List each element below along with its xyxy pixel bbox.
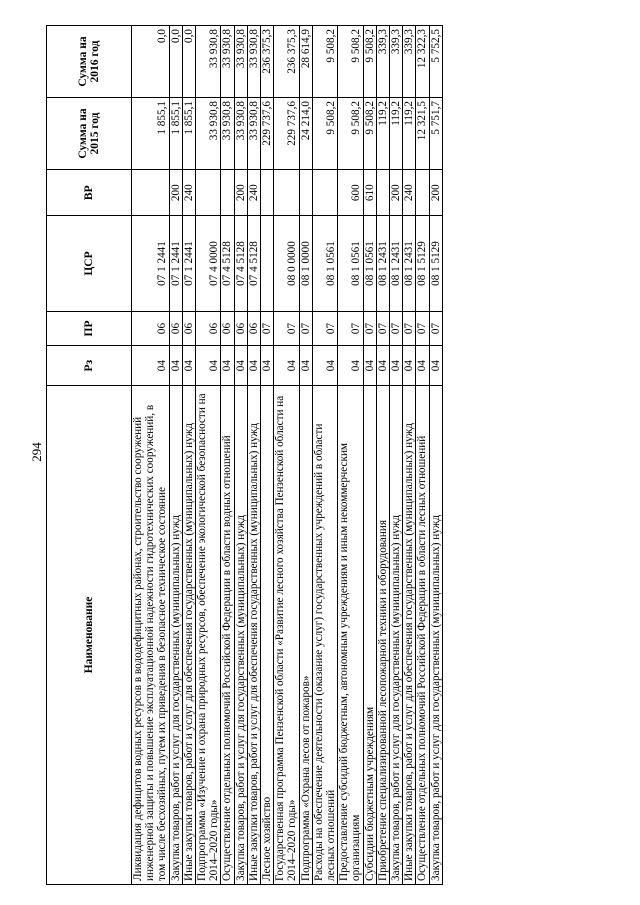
cell-name: Закупка товаров, работ и услуг для государственных (муниципальных) нужд bbox=[234, 385, 247, 884]
cell-name: Подпрограмма «Охрана лесов от пожаров» bbox=[299, 385, 312, 884]
table-row bbox=[261, 26, 274, 885]
cell-name: Приобретение специализированной лесопожарной техники и оборудования bbox=[376, 385, 389, 884]
cell-sum-2016: 339,3 bbox=[390, 26, 403, 98]
cell-csr: 07 4 0000 bbox=[196, 216, 221, 311]
cell-sum-2016: 5 752,5 bbox=[429, 26, 442, 98]
cell-vr: 200 bbox=[169, 170, 182, 216]
cell-sum-2016: 9 508,2 bbox=[312, 26, 337, 98]
cell-sum-2015: 24 214,0 bbox=[299, 98, 312, 170]
cell-rz: 04 bbox=[182, 346, 195, 385]
cell-rz: 04 bbox=[312, 346, 337, 385]
table-row bbox=[403, 26, 416, 885]
table-row bbox=[363, 26, 376, 885]
cell-name: Иные закупки товаров, работ и услуг для обеспечения государственных (муниципальных) нужд bbox=[247, 385, 260, 884]
cell-sum-2015: 9 508,2 bbox=[363, 98, 376, 170]
cell-sum-2015: 9 508,2 bbox=[312, 98, 337, 170]
cell-name: Лесное хозяйство bbox=[261, 385, 274, 884]
cell-vr: 200 bbox=[234, 170, 247, 216]
table-row bbox=[338, 26, 363, 885]
cell-vr bbox=[196, 170, 221, 216]
cell-rz: 04 bbox=[403, 346, 416, 385]
cell-csr: 08 1 0000 bbox=[299, 216, 312, 311]
table-row bbox=[390, 26, 403, 885]
cell-sum-2016: 28 614,9 bbox=[299, 26, 312, 98]
cell-pr: 07 bbox=[429, 311, 442, 346]
table-row bbox=[182, 26, 195, 885]
cell-sum-2016: 33 930,8 bbox=[196, 26, 221, 98]
table-row bbox=[221, 26, 234, 885]
cell-vr: 200 bbox=[429, 170, 442, 216]
cell-vr bbox=[274, 170, 299, 216]
cell-vr: 240 bbox=[403, 170, 416, 216]
cell-sum-2015: 12 321,5 bbox=[416, 98, 429, 170]
cell-sum-2016: 236 375,3 bbox=[274, 26, 299, 98]
cell-sum-2016: 0,0 bbox=[132, 26, 170, 98]
cell-name: Подпрограмма «Изучение и охрана природных ресурсов, обеспечение экологической безопасности на 2014–2020 годы» bbox=[196, 385, 221, 884]
cell-sum-2015: 33 930,8 bbox=[234, 98, 247, 170]
cell-pr: 07 bbox=[274, 311, 299, 346]
cell-pr: 07 bbox=[376, 311, 389, 346]
cell-vr: 610 bbox=[363, 170, 376, 216]
cell-csr: 08 1 2431 bbox=[390, 216, 403, 311]
cell-pr: 07 bbox=[312, 311, 337, 346]
cell-name: Закупка товаров, работ и услуг для государственных (муниципальных) нужд bbox=[169, 385, 182, 884]
cell-sum-2016: 9 508,2 bbox=[338, 26, 363, 98]
cell-rz: 04 bbox=[363, 346, 376, 385]
header-sum-2016: Сумма на 2016 год bbox=[47, 26, 132, 98]
cell-csr: 07 1 2441 bbox=[169, 216, 182, 311]
cell-name: Осуществление отдельных полномочий Российской Федерации в области лесных отношений bbox=[416, 385, 429, 884]
cell-rz: 04 bbox=[247, 346, 260, 385]
cell-csr: 08 0 0000 bbox=[274, 216, 299, 311]
cell-name: Иные закупки товаров, работ и услуг для обеспечения государственных (муниципальных) нужд bbox=[403, 385, 416, 884]
cell-rz: 04 bbox=[274, 346, 299, 385]
cell-vr bbox=[312, 170, 337, 216]
cell-vr: 200 bbox=[390, 170, 403, 216]
cell-csr: 07 4 5128 bbox=[221, 216, 234, 311]
cell-sum-2016: 0,0 bbox=[182, 26, 195, 98]
cell-rz: 04 bbox=[299, 346, 312, 385]
cell-pr: 06 bbox=[169, 311, 182, 346]
cell-name: Иные закупки товаров, работ и услуг для обеспечения государственных (муниципальных) нужд bbox=[182, 385, 195, 884]
cell-csr: 08 1 0561 bbox=[363, 216, 376, 311]
table-row bbox=[416, 26, 429, 885]
cell-csr: 07 1 2441 bbox=[182, 216, 195, 311]
cell-csr: 08 1 2431 bbox=[376, 216, 389, 311]
cell-name: Закупка товаров, работ и услуг для государственных (муниципальных) нужд bbox=[390, 385, 403, 884]
cell-csr: 08 1 0561 bbox=[338, 216, 363, 311]
table-row bbox=[247, 26, 260, 885]
table-row bbox=[169, 26, 182, 885]
cell-sum-2015: 229 737,6 bbox=[274, 98, 299, 170]
header-pr: ПР bbox=[47, 311, 132, 346]
cell-pr: 07 bbox=[363, 311, 376, 346]
cell-pr: 06 bbox=[132, 311, 170, 346]
cell-sum-2015: 1 855,1 bbox=[182, 98, 195, 170]
cell-vr: 240 bbox=[182, 170, 195, 216]
cell-name: Субсидии бюджетным учреждениям bbox=[363, 385, 376, 884]
cell-sum-2016: 12 322,3 bbox=[416, 26, 429, 98]
cell-vr bbox=[261, 170, 274, 216]
rotated-table-container bbox=[46, 25, 614, 885]
cell-pr: 07 bbox=[299, 311, 312, 346]
cell-rz: 04 bbox=[390, 346, 403, 385]
header-vr: ВР bbox=[47, 170, 132, 216]
cell-sum-2016: 33 930,8 bbox=[247, 26, 260, 98]
cell-vr bbox=[416, 170, 429, 216]
cell-pr: 07 bbox=[338, 311, 363, 346]
cell-sum-2015: 9 508,2 bbox=[338, 98, 363, 170]
cell-sum-2015: 119,2 bbox=[376, 98, 389, 170]
cell-sum-2015: 119,2 bbox=[403, 98, 416, 170]
cell-pr: 07 bbox=[403, 311, 416, 346]
table-row bbox=[132, 26, 170, 885]
table-row bbox=[234, 26, 247, 885]
cell-name: Закупка товаров, работ и услуг для государственных (муниципальных) нужд bbox=[429, 385, 442, 884]
table-body bbox=[132, 26, 443, 885]
cell-name: Ликвидация дефицитов водных ресурсов в вододефицитных районах, строительство сооружений инженерной защиты и повышение эксплуатационной надежности гидротехнических сооружений, в том числе бесхозяйных, путем их приведения в безопасное техническое состояние bbox=[132, 385, 170, 884]
cell-sum-2015: 33 930,8 bbox=[196, 98, 221, 170]
cell-vr bbox=[132, 170, 170, 216]
cell-sum-2016: 9 508,2 bbox=[363, 26, 376, 98]
cell-rz: 04 bbox=[132, 346, 170, 385]
cell-sum-2015: 1 855,1 bbox=[132, 98, 170, 170]
page-number: 294 bbox=[29, 442, 44, 462]
header-rz: Рз bbox=[47, 346, 132, 385]
cell-name: Предоставление субсидий бюджетным, автономным учреждениям и иным некоммерческим организациям bbox=[338, 385, 363, 884]
cell-rz: 04 bbox=[221, 346, 234, 385]
cell-rz: 04 bbox=[376, 346, 389, 385]
table-row bbox=[274, 26, 299, 885]
cell-sum-2016: 0,0 bbox=[169, 26, 182, 98]
cell-rz: 04 bbox=[261, 346, 274, 385]
cell-pr: 06 bbox=[182, 311, 195, 346]
cell-sum-2015: 229 737,6 bbox=[261, 98, 274, 170]
cell-rz: 04 bbox=[169, 346, 182, 385]
cell-rz: 04 bbox=[416, 346, 429, 385]
cell-vr bbox=[221, 170, 234, 216]
cell-pr: 06 bbox=[234, 311, 247, 346]
cell-csr: 07 4 5128 bbox=[234, 216, 247, 311]
cell-sum-2016: 33 930,8 bbox=[221, 26, 234, 98]
cell-vr bbox=[376, 170, 389, 216]
header-csr: ЦСР bbox=[47, 216, 132, 311]
cell-name: Государственная программа Пензенской области «Развитие лесного хозяйства Пензенской области на 2014–2020 годы» bbox=[274, 385, 299, 884]
cell-pr: 07 bbox=[261, 311, 274, 346]
cell-csr: 07 4 5128 bbox=[247, 216, 260, 311]
table-row bbox=[312, 26, 337, 885]
cell-csr: 08 1 5129 bbox=[429, 216, 442, 311]
cell-csr: 08 1 5129 bbox=[416, 216, 429, 311]
cell-sum-2015: 1 855,1 bbox=[169, 98, 182, 170]
cell-rz: 04 bbox=[338, 346, 363, 385]
cell-rz: 04 bbox=[196, 346, 221, 385]
table-row bbox=[196, 26, 221, 885]
cell-sum-2015: 5 751,7 bbox=[429, 98, 442, 170]
cell-sum-2016: 339,3 bbox=[403, 26, 416, 98]
cell-rz: 04 bbox=[234, 346, 247, 385]
cell-sum-2015: 119,2 bbox=[390, 98, 403, 170]
cell-pr: 07 bbox=[390, 311, 403, 346]
cell-csr: 08 1 0561 bbox=[312, 216, 337, 311]
cell-name: Осуществление отдельных полномочий Российской Федерации в области водных отношений bbox=[221, 385, 234, 884]
cell-sum-2016: 33 930,8 bbox=[234, 26, 247, 98]
cell-name: Расходы на обеспечение деятельности (оказание услуг) государственных учреждений в области лесных отношений bbox=[312, 385, 337, 884]
cell-csr bbox=[261, 216, 274, 311]
cell-sum-2015: 33 930,8 bbox=[247, 98, 260, 170]
cell-sum-2015: 33 930,8 bbox=[221, 98, 234, 170]
cell-pr: 06 bbox=[247, 311, 260, 346]
cell-csr: 07 1 2441 bbox=[132, 216, 170, 311]
cell-sum-2016: 236 375,3 bbox=[261, 26, 274, 98]
cell-vr: 600 bbox=[338, 170, 363, 216]
table-row bbox=[376, 26, 389, 885]
table-row bbox=[429, 26, 442, 885]
budget-table bbox=[46, 25, 443, 885]
cell-pr: 06 bbox=[196, 311, 221, 346]
table-row bbox=[299, 26, 312, 885]
table-header-row bbox=[47, 26, 132, 885]
cell-csr: 08 1 2431 bbox=[403, 216, 416, 311]
cell-vr bbox=[299, 170, 312, 216]
cell-vr: 240 bbox=[247, 170, 260, 216]
header-sum-2015: Сумма на 2015 год bbox=[47, 98, 132, 170]
cell-sum-2016: 339,3 bbox=[376, 26, 389, 98]
cell-pr: 07 bbox=[416, 311, 429, 346]
cell-rz: 04 bbox=[429, 346, 442, 385]
cell-pr: 06 bbox=[221, 311, 234, 346]
header-name: Наименование bbox=[47, 385, 132, 884]
